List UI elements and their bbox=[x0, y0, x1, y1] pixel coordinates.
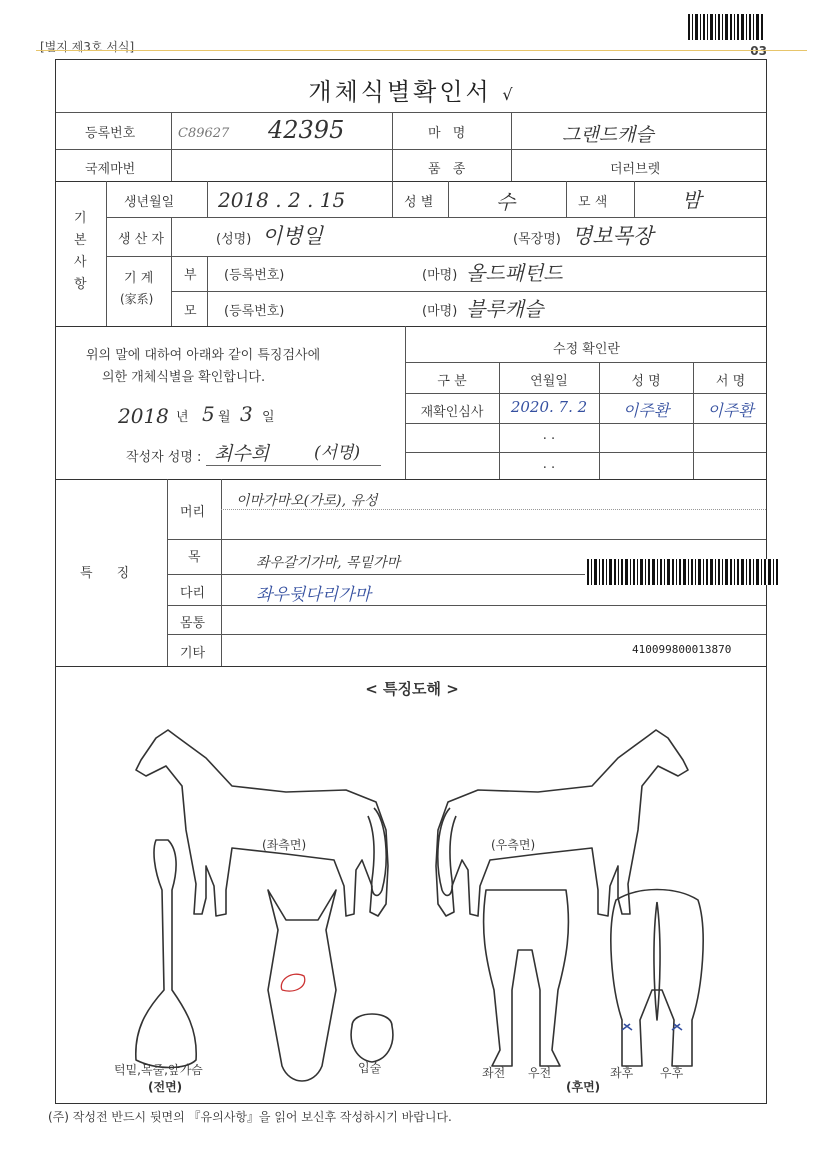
label-neck: 목 bbox=[188, 550, 201, 565]
title-text: 개체식별확인서 bbox=[308, 78, 492, 106]
revision-row3-date: . . bbox=[542, 457, 556, 472]
rear-left-label: 좌후 bbox=[610, 1066, 634, 1080]
label-horse-name: 마 명 bbox=[428, 126, 470, 141]
front-head-horse bbox=[268, 890, 336, 1081]
revision-row2-date: . . bbox=[542, 428, 556, 443]
top-barcode bbox=[688, 14, 764, 40]
label-head: 머리 bbox=[180, 505, 206, 520]
confirm-date-month: 5 bbox=[202, 402, 215, 426]
revision-row1-type: 재확인심사 bbox=[420, 405, 484, 420]
head-features: 이마가마오(가로), 유성 bbox=[236, 493, 378, 509]
label-breeder: 생 산 자 bbox=[118, 232, 164, 247]
label-registration-no: 등록번호 bbox=[85, 126, 136, 141]
revision-row1-sign: 이주환 bbox=[707, 401, 754, 420]
sire-name: 올드패턴드 bbox=[466, 261, 563, 285]
farm-name: 명보목장 bbox=[572, 224, 654, 248]
front-view-legs bbox=[484, 890, 569, 1066]
horse-name: 그랜드캐슬 bbox=[562, 124, 654, 146]
label-coat-color: 모 색 bbox=[578, 195, 608, 210]
label-birthdate: 생년월일 bbox=[124, 195, 175, 210]
confirm-date-day: 3 bbox=[240, 402, 253, 426]
front-right-label: 우전 bbox=[528, 1066, 552, 1080]
rear-view-horse bbox=[611, 890, 703, 1067]
left-side-label: (좌측면) bbox=[262, 838, 307, 852]
label-body: 몸통 bbox=[180, 616, 206, 631]
revision-header-sign: 서 명 bbox=[715, 374, 746, 389]
footnote: (주) 작성전 반드시 뒷면의 『유의사항』을 읽어 보신후 작성하시기 바랍니다. bbox=[48, 1110, 452, 1124]
section-features-label: 특징 bbox=[80, 566, 154, 581]
writer-signature: (서명) bbox=[314, 443, 361, 463]
rear-view-label: (후면) bbox=[566, 1080, 601, 1094]
leg-features: 좌우뒷다리가마 bbox=[256, 585, 371, 605]
front-left-label: 좌전 bbox=[482, 1066, 506, 1080]
revision-row1-name: 이주환 bbox=[622, 401, 670, 420]
label-intl-horse-no: 국제마번 bbox=[85, 162, 136, 177]
birthdate: 2018 . 2 . 15 bbox=[218, 188, 346, 212]
label-breeder-name-paren: (성명) bbox=[216, 232, 252, 247]
section-basic-label: 기 본 사 항 bbox=[74, 211, 87, 292]
revision-row1-date: 2020. 7. 2 bbox=[510, 398, 588, 416]
revision-title: 수정 확인란 bbox=[553, 342, 620, 357]
form-tag: [별지 제3호 서식] bbox=[40, 40, 135, 54]
label-legs: 다리 bbox=[180, 586, 206, 601]
label-pedigree: 기 계 bbox=[124, 271, 154, 286]
title-checkmark: √ bbox=[502, 85, 516, 104]
breeder-name: 이병일 bbox=[262, 224, 323, 248]
lips-label: 입술 bbox=[358, 1061, 382, 1075]
label-farm-paren: (목장명) bbox=[513, 232, 561, 247]
label-breed: 품 종 bbox=[428, 162, 470, 177]
revision-header-type: 구 분 bbox=[437, 374, 467, 389]
label-sire-name-paren: (마명) bbox=[422, 268, 458, 283]
front-neck-label: 턱밑,목줄,앞가슴 bbox=[114, 1063, 203, 1077]
confirm-date-year: 2018 bbox=[118, 404, 169, 428]
statement-line1: 위의 말에 대하여 아래와 같이 특징검사에 bbox=[86, 348, 321, 363]
right-side-horse bbox=[436, 730, 688, 916]
page-number: 03 bbox=[750, 44, 767, 58]
sex-value: 수 bbox=[496, 190, 516, 214]
neck-features: 좌우갈기가마, 목밑가마 bbox=[256, 555, 401, 571]
registration-number: 42395 bbox=[268, 116, 345, 144]
right-side-label: (우측면) bbox=[491, 838, 536, 852]
revision-header-name: 성 명 bbox=[631, 374, 661, 389]
revision-header-date: 연월일 bbox=[530, 374, 568, 389]
label-dam: 모 bbox=[184, 304, 197, 319]
label-sex: 성 별 bbox=[404, 195, 434, 210]
label-writer: 작성자 성명 : bbox=[126, 450, 202, 465]
confirm-day-label: 일 bbox=[262, 410, 275, 425]
statement-line2: 의한 개체식별을 확인합니다. bbox=[102, 370, 266, 385]
header-rule bbox=[36, 50, 807, 51]
coat-color: 밤 bbox=[682, 188, 702, 212]
label-other: 기타 bbox=[180, 646, 206, 661]
left-side-horse bbox=[136, 730, 388, 916]
front-view-label: (전면) bbox=[148, 1080, 183, 1094]
registration-prefix: C89627 bbox=[178, 126, 230, 141]
horse-diagram bbox=[56, 690, 768, 1100]
label-sire: 부 bbox=[184, 268, 197, 283]
label-dam-name-paren: (마명) bbox=[422, 304, 458, 319]
document-title bbox=[56, 72, 768, 107]
dam-name: 블루캐슬 bbox=[466, 297, 544, 321]
confirm-year-label: 년 bbox=[176, 410, 189, 425]
label-sire-reg-paren: (등록번호) bbox=[224, 268, 285, 283]
lips-diagram bbox=[351, 1014, 393, 1062]
barcode-sticker bbox=[585, 559, 785, 585]
writer-name: 최수희 bbox=[214, 443, 270, 465]
confirm-month-label: 월 bbox=[218, 410, 231, 425]
rear-right-label: 우후 bbox=[660, 1066, 684, 1080]
diagram-title: < 특징도해 > bbox=[365, 680, 459, 698]
label-dam-reg-paren: (등록번호) bbox=[224, 304, 285, 319]
barcode-number: 410099800013870 bbox=[632, 643, 732, 656]
front-neck-horse bbox=[136, 840, 196, 1068]
label-pedigree-hanja: (家系) bbox=[120, 292, 154, 306]
breed-value: 더러브렛 bbox=[610, 162, 661, 177]
